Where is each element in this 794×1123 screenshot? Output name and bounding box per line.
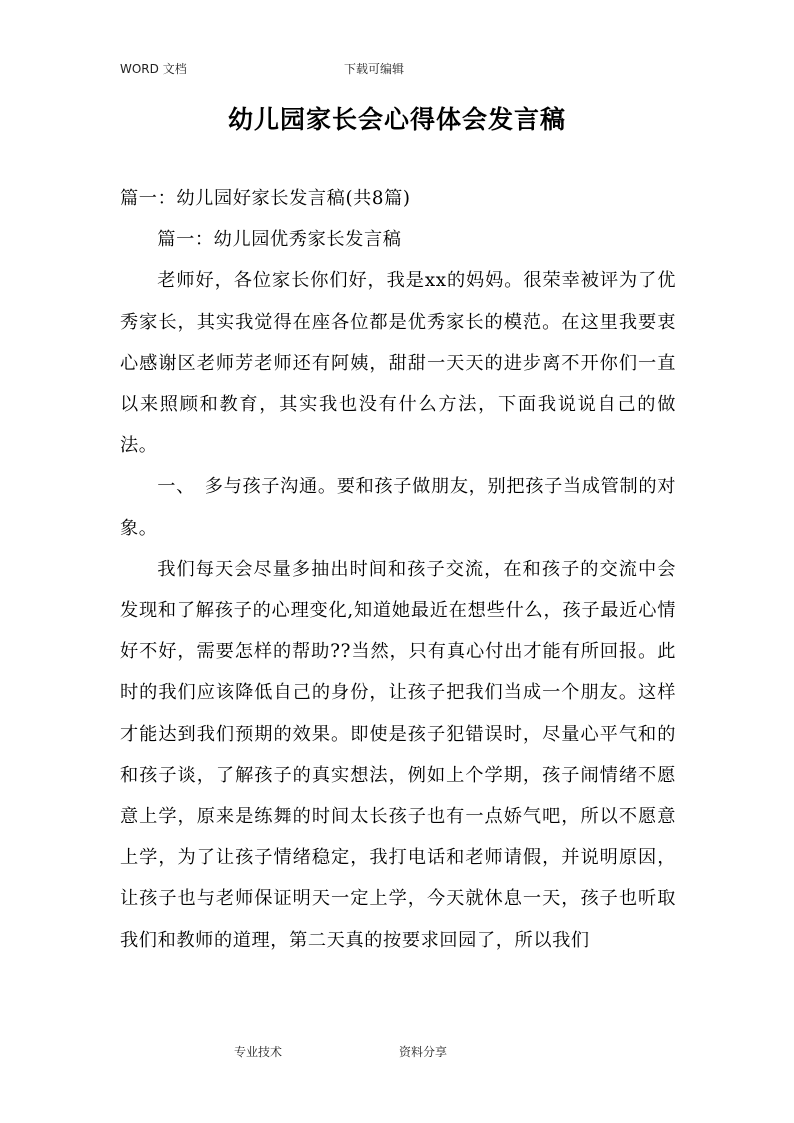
document-title: 幼儿园家长会心得体会发言稿: [227, 105, 566, 134]
section-heading: 篇一：幼儿园好家长发言稿(共8篇): [120, 188, 411, 209]
body-paragraph: 老师好，各位家长你们好，我是xx的妈妈。很荣幸被评为了优秀家长，其实我觉得在座各位都是优秀家长的模范。在这里我要衷心感谢区老师芳老师还有阿姨，甜甜一天天的进步离不开你们一直以来照顾和教育，其实我也没有什么方法，下面我说说自己的做法。: [120, 270, 676, 457]
footer-right-label: 资料分享: [399, 1045, 448, 1059]
body-paragraph: 我们每天会尽量多抽出时间和孩子交流，在和孩子的交流中会发现和了解孩子的心理变化,知道她最近在想些什么，孩子最近心情好不好，需要怎样的帮助??当然，只有真心付出才能有所回报。此时的我们应该降低自己的身份，让孩子把我们当成一个朋友。这样才能达到我们预期的效果。即使是孩子犯错误时，尽量心平气和的和孩子谈，了解孩子的真实想法，例如上个学期，孩子闹情绪不愿意上学，原来是练舞的时间太长孩子也有一点娇气吧，所以不愿意上学，为了让孩子情绪稳定，我打电话和老师请假，并说明原因，让孩子也与老师保证明天一定上学，今天就休息一天，孩子也听取我们和教师的道理，第二天真的按要求回园了，所以我们: [120, 558, 676, 951]
document-body: [120, 178, 676, 961]
footer-left-label: 专业技术: [234, 1045, 283, 1059]
header-center-label: 下载可编辑: [344, 62, 405, 76]
subsection-heading: 篇一：幼儿园优秀家长发言稿: [157, 229, 402, 251]
numbered-point: 一、 多与孩子沟通。要和孩子做朋友，别把孩子当成管制的对象。: [120, 476, 676, 539]
header-left-label: WORD 文档: [120, 62, 187, 76]
